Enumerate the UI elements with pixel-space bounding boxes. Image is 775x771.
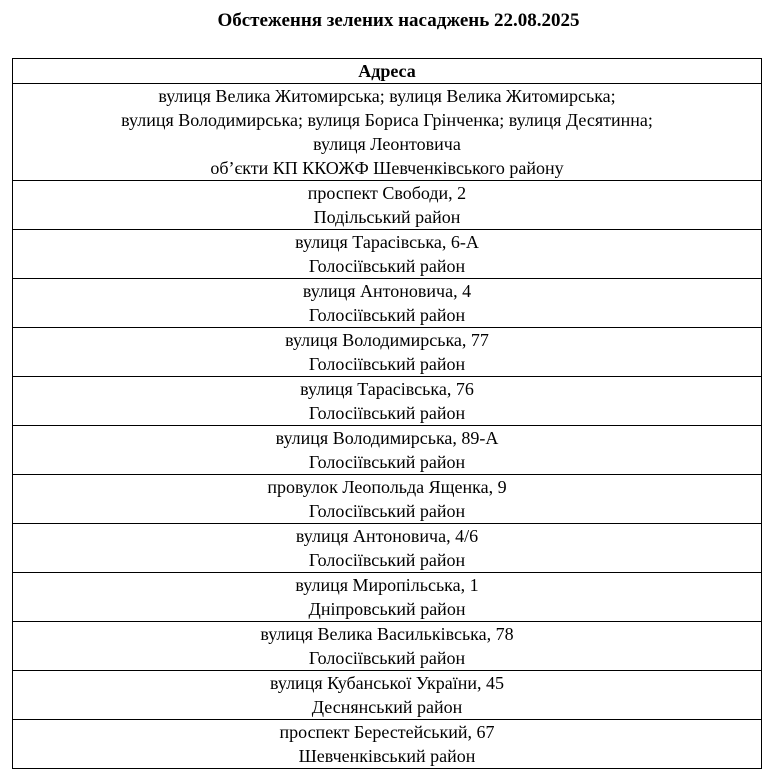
table-row — [13, 524, 762, 573]
table-row — [13, 84, 762, 181]
address-line: Голосіївський район — [308, 256, 466, 276]
address-cell — [13, 671, 762, 720]
address-cell — [13, 230, 762, 279]
table-body — [13, 84, 762, 769]
address-line: вулиця Антоновича, 4/6 — [295, 526, 479, 546]
address-line: Голосіївський район — [308, 305, 466, 325]
address-line: Голосіївський район — [308, 354, 466, 374]
table-header-row — [13, 59, 762, 84]
address-line: Дніпровський район — [308, 599, 466, 619]
column-header-address: Адреса — [13, 59, 762, 84]
table-row — [13, 720, 762, 769]
table-row — [13, 181, 762, 230]
address-cell — [13, 377, 762, 426]
table-row — [13, 475, 762, 524]
table-row — [13, 328, 762, 377]
table-row — [13, 573, 762, 622]
address-cell — [13, 181, 762, 230]
address-cell — [13, 426, 762, 475]
address-line: вулиця Володимирська, 89-А — [275, 428, 499, 448]
address-line: вулиця Миропільська, 1 — [295, 575, 479, 595]
address-line: проспект Берестейський, 67 — [279, 722, 495, 742]
address-line: Голосіївський район — [308, 648, 466, 668]
address-line: вулиця Кубанської України, 45 — [269, 673, 504, 693]
table-row — [13, 671, 762, 720]
table-row — [13, 279, 762, 328]
address-cell — [13, 84, 762, 181]
address-line: вулиця Тарасівська, 6-А — [295, 232, 479, 252]
table-row — [13, 426, 762, 475]
address-line: вулиця Велика Васильківська, 78 — [260, 624, 514, 644]
address-table — [12, 58, 762, 769]
address-line: Голосіївський район — [308, 452, 466, 472]
address-line: Шевченківський район — [298, 746, 476, 766]
address-cell — [13, 720, 762, 769]
page-title: Обстеження зелених насаджень 22.08.2025 — [217, 10, 580, 31]
address-line: вулиця Велика Житомирська; вулиця Велика Житомирська; — [158, 86, 616, 106]
address-line: проспект Свободи, 2 — [307, 183, 467, 203]
address-cell — [13, 279, 762, 328]
address-line: вулиця Леонтовича — [313, 134, 461, 154]
address-line: Голосіївський район — [308, 501, 466, 521]
address-cell — [13, 524, 762, 573]
address-line: об’єкти КП ККОЖФ Шевченківського району — [210, 158, 564, 178]
table-row — [13, 622, 762, 671]
address-line: вулиця Антоновича, 4 — [302, 281, 472, 301]
address-cell — [13, 622, 762, 671]
address-line: вулиця Володимирська, 77 — [285, 330, 489, 350]
address-line: провулок Леопольда Ященка, 9 — [267, 477, 507, 497]
address-line: Голосіївський район — [308, 550, 466, 570]
address-line: Подільський район — [313, 207, 461, 227]
address-line: Деснянський район — [311, 697, 463, 717]
table-row — [13, 377, 762, 426]
address-line: Голосіївський район — [308, 403, 466, 423]
address-line: вулиця Володимирська; вулиця Бориса Грінченка; вулиця Десятинна; — [121, 110, 653, 130]
address-cell — [13, 573, 762, 622]
address-line: вулиця Тарасівська, 76 — [300, 379, 474, 399]
address-cell — [13, 475, 762, 524]
address-cell — [13, 328, 762, 377]
table-row — [13, 230, 762, 279]
